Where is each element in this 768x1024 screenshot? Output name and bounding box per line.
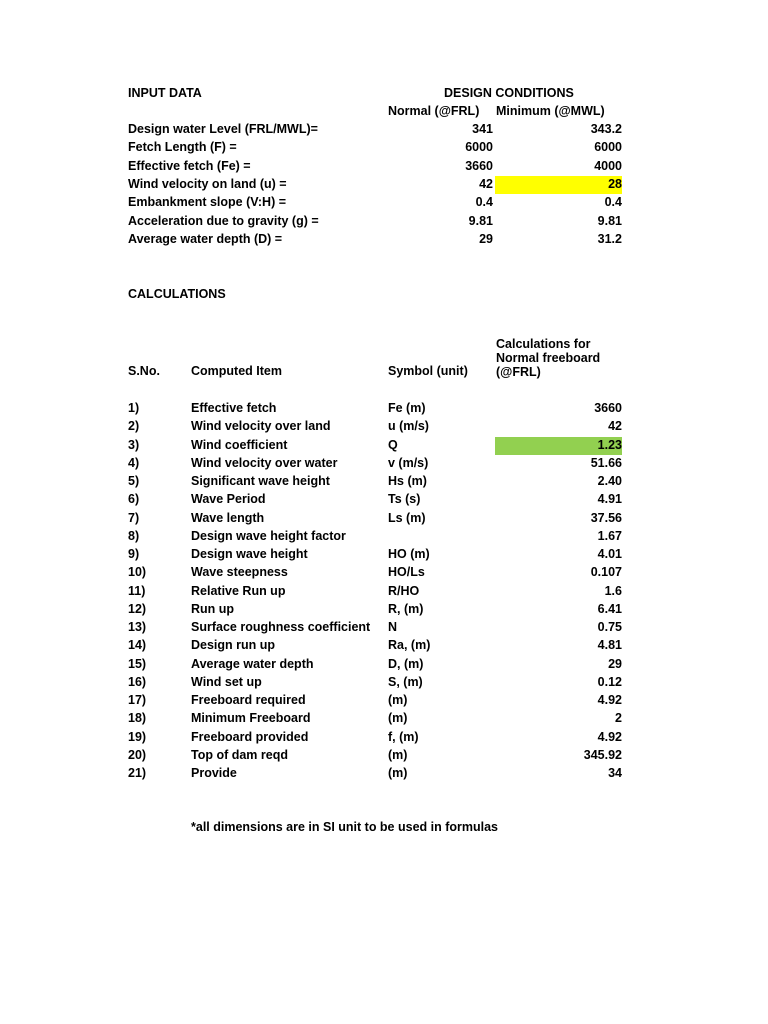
input-row [0,139,768,157]
calc-row-symbol: Ra, (m) [388,638,431,652]
calc-row [0,729,768,747]
calc-row-sno: 2) [128,419,140,433]
calc-row [0,656,768,674]
calc-row-sno: 10) [128,565,147,579]
calc-row [0,619,768,637]
calc-row-symbol: Hs (m) [388,474,427,488]
calc-row-value[interactable]: 0.12 [597,675,622,689]
calc-row [0,400,768,418]
input-row [0,121,768,139]
calc-row-value[interactable]: 29 [608,657,622,671]
calc-row-item: Wind velocity over land [191,419,331,433]
calc-row [0,418,768,436]
calc-row-item: Wave steepness [191,565,288,579]
col-header-calculations [496,337,600,379]
calc-row-value[interactable]: 0.75 [597,620,622,634]
calc-row-item: Freeboard required [191,693,306,707]
input-row-minimum-value[interactable]: 28 [495,176,622,194]
calc-row [0,546,768,564]
calc-row [0,491,768,509]
calc-row-item: Wave length [191,511,265,525]
calc-row-sno: 17) [128,693,147,707]
input-row-label: Design water Level (FRL/MWL)= [128,122,318,136]
calc-row-symbol: S, (m) [388,675,423,689]
calc-row-sno: 6) [128,492,140,506]
input-row-label: Fetch Length (F) = [128,140,237,154]
calc-row [0,583,768,601]
calc-row-symbol: f, (m) [388,730,419,744]
calc-row-item: Relative Run up [191,584,286,598]
calc-row-item: Design run up [191,638,276,652]
calc-row-item: Wind velocity over water [191,456,338,470]
col-header-symbol: Symbol (unit) [388,364,468,378]
input-row-minimum-value[interactable]: 0.4 [604,195,622,209]
calc-row-item: Wave Period [191,492,266,506]
calculations-title: CALCULATIONS [128,287,226,301]
input-row-label: Wind velocity on land (u) = [128,177,287,191]
calc-row [0,747,768,765]
calc-row [0,528,768,546]
calc-row [0,510,768,528]
calc-row-sno: 14) [128,638,147,652]
input-row [0,194,768,212]
calc-row-item: Run up [191,602,235,616]
calc-row-value[interactable]: 345.92 [583,748,622,762]
calc-row [0,637,768,655]
input-row-normal-value[interactable]: 9.81 [468,214,493,228]
input-row-label: Average water depth (D) = [128,232,283,246]
calc-row [0,601,768,619]
calc-row-symbol: (m) [388,766,408,780]
calc-row-value[interactable]: 0.107 [590,565,622,579]
input-row-label: Effective fetch (Fe) = [128,159,251,173]
calc-row-item: Design wave height factor [191,529,346,543]
col-header-calculations-line3: (@FRL) [496,365,541,379]
col-header-calculations-line1: Calculations for [496,337,591,351]
calc-row-sno: 13) [128,620,147,634]
calc-row-symbol: v (m/s) [388,456,429,470]
calc-row-symbol: R, (m) [388,602,424,616]
calc-row-sno: 19) [128,730,147,744]
calc-row-item: Wind set up [191,675,262,689]
calc-row-value[interactable]: 34 [608,766,622,780]
calc-row-symbol: Fe (m) [388,401,426,415]
calc-row [0,564,768,582]
calc-row-sno: 15) [128,657,147,671]
input-row-minimum-value[interactable]: 343.2 [590,122,622,136]
calc-row-symbol: Q [388,438,398,452]
input-row-normal-value[interactable]: 42 [479,177,493,191]
col-header-minimum: Minimum (@MWL) [496,104,605,118]
input-row-minimum-value[interactable]: 31.2 [597,232,622,246]
input-row-normal-value[interactable]: 341 [472,122,493,136]
calc-row-symbol: (m) [388,711,408,725]
calc-row-item: Freeboard provided [191,730,309,744]
design-conditions-title: DESIGN CONDITIONS [444,86,574,100]
input-data-title: INPUT DATA [128,86,202,100]
calc-row [0,437,768,455]
input-row-minimum-value[interactable]: 4000 [594,159,622,173]
input-row-normal-value[interactable]: 3660 [465,159,493,173]
col-header-calculations-line2: Normal freeboard [496,351,601,365]
calc-row-sno: 11) [128,584,146,598]
calc-row-sno: 9) [128,547,140,561]
calc-row-value[interactable]: 42 [608,419,622,433]
calc-row-sno: 12) [128,602,147,616]
calc-row-symbol: u (m/s) [388,419,429,433]
calc-row-sno: 18) [128,711,147,725]
calc-row-value[interactable]: 1.6 [604,584,622,598]
calc-row [0,674,768,692]
calc-row-item: Average water depth [191,657,314,671]
col-header-computed-item: Computed Item [191,364,282,378]
calc-row-symbol: (m) [388,693,408,707]
calc-row-item: Minimum Freeboard [191,711,311,725]
calc-row-value[interactable]: 3660 [594,401,622,415]
calc-row-symbol: Ls (m) [388,511,426,525]
calc-row-sno: 5) [128,474,140,488]
calc-row-item: Significant wave height [191,474,330,488]
calc-row-item: Effective fetch [191,401,277,415]
input-row [0,158,768,176]
input-row-normal-value[interactable]: 0.4 [475,195,493,209]
calc-row-symbol: N [388,620,398,634]
input-row-normal-value[interactable]: 29 [479,232,493,246]
calc-row [0,765,768,783]
input-row [0,231,768,249]
calc-row-value[interactable]: 1.67 [597,529,622,543]
footnote: *all dimensions are in SI unit to be used in formulas [191,820,499,834]
calc-row-sno: 20) [128,748,147,762]
calc-row-sno: 3) [128,438,140,452]
input-row-minimum-value[interactable]: 6000 [594,140,622,154]
calc-row-item: Design wave height [191,547,308,561]
calc-row-value[interactable]: 4.81 [597,638,622,652]
input-row-normal-value[interactable]: 6000 [465,140,493,154]
calc-row-item: Wind coefficient [191,438,288,452]
calc-row-sno: 21) [128,766,147,780]
calc-row [0,455,768,473]
calc-row-sno: 4) [128,456,140,470]
calc-row-value[interactable]: 4.92 [597,730,622,744]
calc-row-value[interactable]: 4.01 [597,547,622,561]
calc-row-value[interactable]: 4.92 [597,693,622,707]
calc-row-value[interactable]: 2 [615,711,622,725]
calc-row-value[interactable]: 6.41 [597,602,622,616]
calc-row-item: Surface roughness coefficient [191,620,371,634]
calc-row-sno: 7) [128,511,140,525]
calc-row-symbol: HO/Ls [388,565,425,579]
calc-row-item: Top of dam reqd [191,748,288,762]
col-header-normal: Normal (@FRL) [388,104,480,118]
col-header-sno: S.No. [128,364,160,378]
calc-row-symbol: D, (m) [388,657,424,671]
input-row [0,176,768,194]
calc-row [0,473,768,491]
input-row-label: Acceleration due to gravity (g) = [128,214,319,228]
calc-row-value[interactable]: 37.56 [590,511,622,525]
calc-row-symbol: Ts (s) [388,492,421,506]
calc-row-value[interactable]: 51.66 [590,456,622,470]
calc-row-item: Provide [191,766,237,780]
input-row [0,213,768,231]
calc-row-value[interactable]: 4.91 [597,492,622,506]
calc-row-sno: 1) [128,401,140,415]
input-row-label: Embankment slope (V:H) = [128,195,287,209]
calc-row [0,710,768,728]
calc-row-sno: 8) [128,529,140,543]
calc-row-value[interactable]: 1.23 [495,437,622,455]
calc-row-symbol: (m) [388,748,408,762]
calc-row-symbol: HO (m) [388,547,430,561]
calc-row [0,692,768,710]
input-row-minimum-value[interactable]: 9.81 [597,214,622,228]
calc-row-sno: 16) [128,675,147,689]
calc-row-symbol: R/HO [388,584,420,598]
calc-row-value[interactable]: 2.40 [597,474,622,488]
